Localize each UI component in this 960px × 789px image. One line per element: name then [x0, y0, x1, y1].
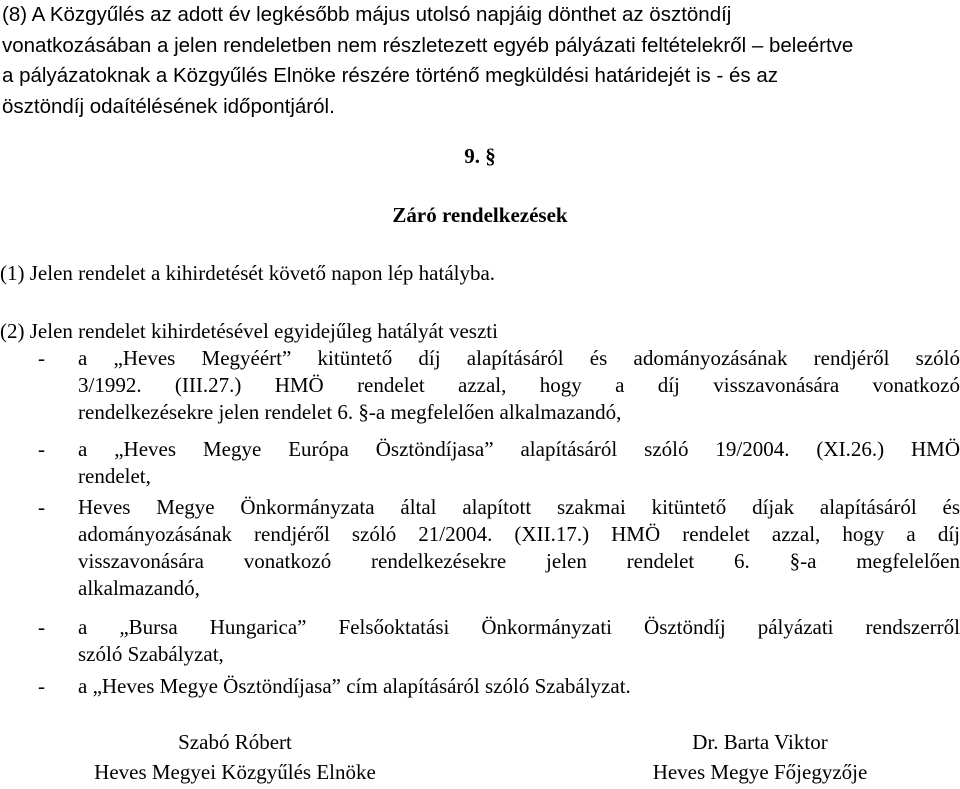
signatory-title: Heves Megye Főjegyzője	[652, 760, 868, 784]
item-line: 3/1992. (III.27.) HMÖ rendelet azzal, hogy a díj visszavonására vonatkozó	[78, 373, 960, 397]
signatory-name: Dr. Barta Viktor	[692, 730, 828, 754]
signatory-name: Szabó Róbert	[178, 730, 292, 754]
repealed-item-2	[38, 436, 960, 490]
repealed-item-5	[38, 673, 960, 700]
item-dash: -	[38, 495, 45, 519]
paragraph-8-line: (8) A Közgyűlés az adott év legkésőbb május utolsó napjáig dönthet az ösztöndíj	[2, 3, 732, 26]
item-line: visszavonására vonatkozó rendelkezésekre jelen rendelet 6. §-a megfelelően	[78, 549, 960, 573]
paragraph-8-line: vonatkozásában a jelen rendeletben nem részletezett egyéb pályázati feltételekről – beleértve	[2, 33, 854, 57]
item-dash: -	[38, 674, 45, 698]
signature-right	[600, 727, 920, 787]
item-line: a „Heves Megye Ösztöndíjasa” cím alapításáról szóló Szabályzat.	[78, 674, 631, 698]
repealed-item-1	[38, 345, 960, 426]
item-line: a „Bursa Hungarica” Felsőoktatási Önkormányzati Ösztöndíj pályázati rendszerről	[78, 615, 960, 639]
paragraph-2-intro: (2) Jelen rendelet kihirdetésével egyidejűleg hatályát veszti	[0, 319, 498, 343]
item-line: rendelkezésekre jelen rendelet 6. §-a megfelelően alkalmazandó,	[78, 400, 622, 424]
paragraph-8-line: ösztöndíj odaítélésének időpontjáról.	[2, 94, 335, 118]
item-dash: -	[38, 346, 45, 370]
item-line: adományozásának rendjéről szóló 21/2004. (XII.17.) HMÖ rendelet azzal, hogy a díj	[78, 522, 960, 546]
paragraph-8-line: a pályázatoknak a Közgyűlés Elnöke részére történő megküldési határidejét is - és az	[2, 64, 779, 87]
section-number: 9. §	[464, 144, 496, 168]
signatory-title: Heves Megyei Közgyűlés Elnöke	[94, 760, 376, 784]
section-title: Záró rendelkezések	[392, 203, 568, 227]
item-line: Heves Megye Önkormányzata által alapított szakmai kitüntető díjak alapításáról és	[78, 495, 960, 519]
repealed-item-3	[38, 494, 960, 602]
paragraph-8	[2, 0, 952, 122]
item-line: a „Heves Megyéért” kitüntető díj alapításáról és adományozásának rendjéről szóló	[78, 346, 960, 370]
repealed-item-4	[38, 614, 960, 668]
item-line: a „Heves Megye Európa Ösztöndíjasa” alapításáról szóló 19/2004. (XI.26.) HMÖ	[78, 437, 960, 461]
item-dash: -	[38, 615, 45, 639]
item-line: rendelet,	[78, 464, 151, 488]
signature-left	[40, 727, 430, 787]
item-dash: -	[38, 437, 45, 461]
item-line: szóló Szabályzat,	[78, 642, 224, 666]
paragraph-1: (1) Jelen rendelet a kihirdetését követő napon lép hatályba.	[0, 261, 496, 285]
item-line: alkalmazandó,	[78, 576, 200, 600]
